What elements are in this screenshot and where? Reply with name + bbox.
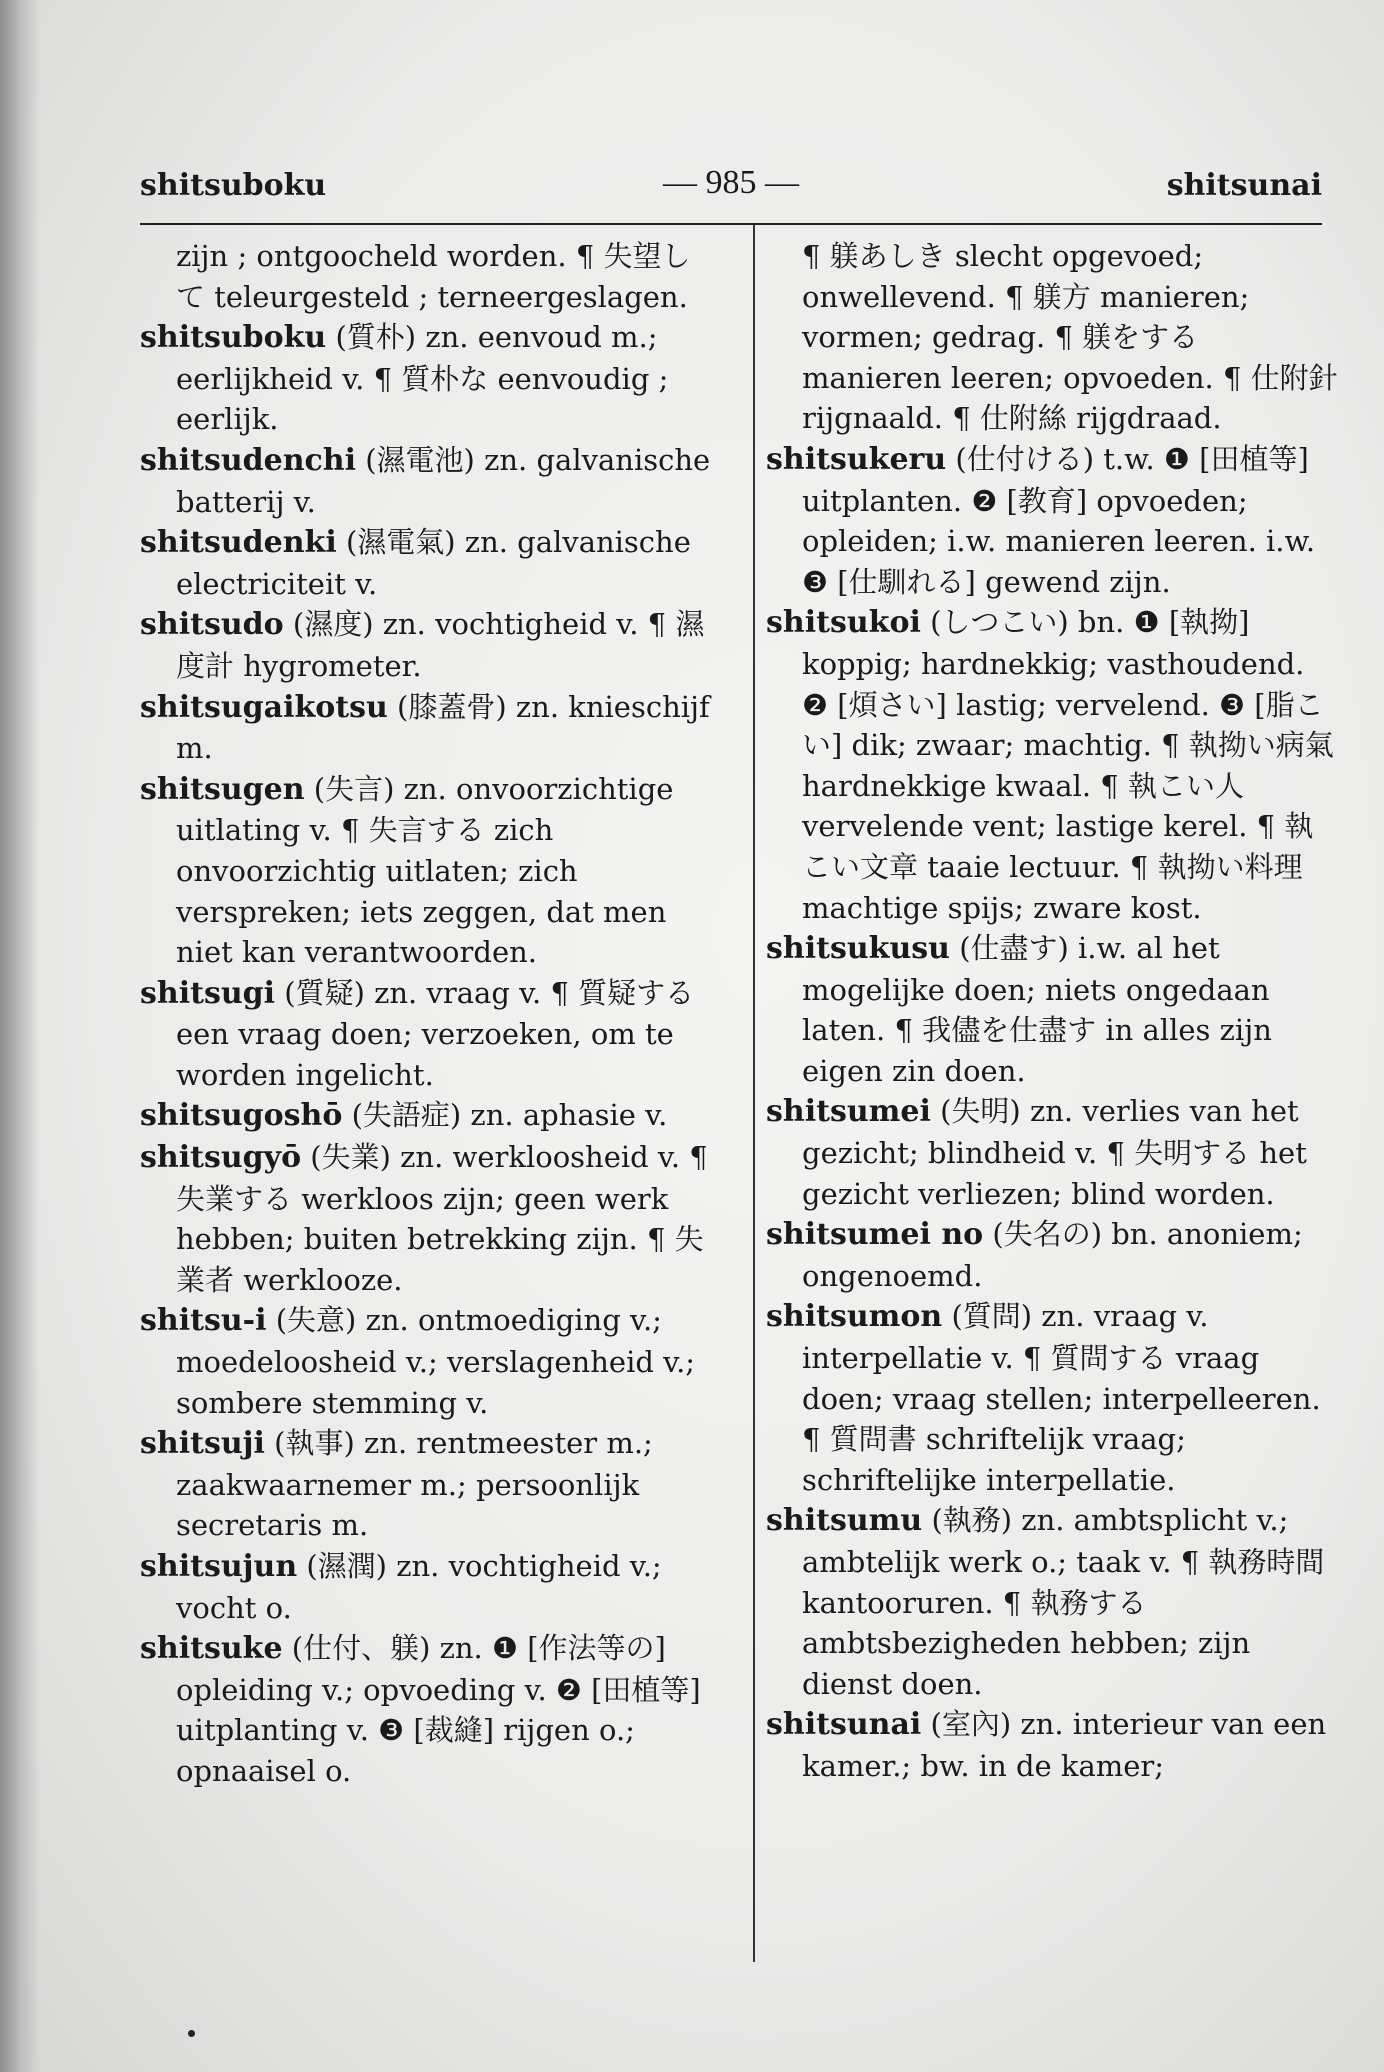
headword: shitsugen bbox=[140, 771, 305, 807]
column-divider bbox=[753, 225, 755, 1962]
right-guide-word: shitsunai bbox=[1166, 168, 1322, 203]
entry-text: (失語症) zn. aphasie v. bbox=[351, 1098, 668, 1133]
entry-text: ¶ 躾あしき slecht opgevoed; onwellevend. ¶ 躾方 manieren; vormen; gedrag. ¶ 躾をする manieren leeren; opvoeden. ¶ 仕附針 rijgnaald. ¶ 仕附絲 rijgdraad. bbox=[802, 239, 1338, 436]
dictionary-entry bbox=[140, 1300, 718, 1423]
headword: shitsukeru bbox=[766, 441, 947, 477]
dictionary-entry bbox=[140, 687, 718, 769]
dictionary-entry bbox=[766, 928, 1338, 1091]
entry-text: (室內) zn. interieur van een kamer.; bw. in de kamer; bbox=[802, 1707, 1327, 1783]
headword: shitsumon bbox=[766, 1299, 943, 1335]
entry-text: zijn ; ontgoocheld worden. ¶ 失望して teleurgesteld ; terneergeslagen. bbox=[176, 239, 691, 314]
headword: shitsudenki bbox=[140, 525, 337, 561]
headword: shitsugi bbox=[140, 975, 276, 1011]
headword: shitsumei bbox=[766, 1094, 931, 1130]
headword: shitsujun bbox=[140, 1549, 298, 1584]
dictionary-entry bbox=[766, 1214, 1338, 1296]
dictionary-entry bbox=[766, 1296, 1338, 1500]
headword: shitsumu bbox=[766, 1503, 923, 1539]
entry-text: (仕付ける) t.w. ❶ [田植等] uitplanten. ❷ [教育] opvoeden; opleiden; i.w. manieren leeren. i.w. ❸ [仕馴れる] gewend zijn. bbox=[802, 441, 1316, 599]
headword: shitsugyō bbox=[140, 1140, 302, 1176]
dictionary-entry bbox=[140, 522, 718, 604]
dictionary-entry bbox=[140, 604, 718, 686]
header-rule bbox=[140, 223, 1322, 225]
dictionary-entry bbox=[766, 1091, 1338, 1214]
binding-gutter bbox=[0, 0, 40, 2072]
dictionary-entry bbox=[766, 602, 1338, 928]
entry-text: (失業) zn. werkloosheid v. ¶ 失業する werkloos zijn; geen werk hebben; buiten betrekking zijn. ¶ 失業者 werklooze. bbox=[176, 1140, 708, 1297]
dictionary-entry bbox=[140, 1137, 718, 1300]
headword: shitsukoi bbox=[766, 605, 921, 641]
right-column bbox=[766, 236, 1338, 1787]
dictionary-entry bbox=[140, 1423, 718, 1546]
entry-text: (膝蓋骨) zn. knieschijf m. bbox=[176, 689, 710, 766]
continuation-entry bbox=[766, 236, 1338, 439]
headword: shitsudenchi bbox=[140, 442, 357, 478]
entry-text: (執務) zn. ambtsplicht v.; ambtelijk werk o.; taak v. ¶ 執務時間 kantooruren. ¶ 執務する ambtsbezigheden hebben; zijn dienst doen. bbox=[802, 1503, 1325, 1701]
headword: shitsuboku bbox=[140, 320, 327, 356]
headword: shitsukusu bbox=[766, 931, 950, 967]
entry-text: (失言) zn. onvoorzichtige uitlating v. ¶ 失言する zich onvoorzichtig uitlaten; zich verspreken; iets zeggen, dat men niet kan verantwoorden. bbox=[176, 771, 674, 970]
dictionary-entry bbox=[766, 439, 1338, 602]
dictionary-entry bbox=[140, 769, 718, 973]
headword: shitsuji bbox=[140, 1426, 265, 1462]
headword: shitsuke bbox=[140, 1631, 283, 1667]
page-header bbox=[140, 160, 1322, 210]
dictionary-entry bbox=[766, 1704, 1338, 1786]
entry-text: (執事) zn. rentmeester m.; zaakwaarnemer m.; persoonlijk secretaris m. bbox=[176, 1426, 653, 1543]
entry-text: (質問) zn. vraag v. interpellatie v. ¶ 質問する vraag doen; vraag stellen; interpelleeren. ¶ 質問書 schriftelijk vraag; schriftelijke interpellatie. bbox=[802, 1299, 1321, 1497]
entry-text: (濕潤) zn. vochtigheid v.; vocht o. bbox=[176, 1549, 662, 1625]
left-guide-word: shitsuboku bbox=[140, 168, 327, 203]
entry-text: (仕盡す) i.w. al het mogelijke doen; niets ongedaan laten. ¶ 我儘を仕盡す in alles zijn eigen zin doen. bbox=[802, 931, 1272, 1088]
entry-text: (質朴) zn. eenvoud m.; eerlijkheid v. ¶ 質朴な eenvoudig ; eerlijk. bbox=[176, 320, 669, 437]
headword: shitsugoshō bbox=[140, 1098, 343, 1134]
dictionary-entry bbox=[140, 1546, 718, 1628]
dictionary-entry bbox=[140, 1095, 718, 1137]
entry-text: (しつこい) bn. ❶ [執拗] koppig; hardnekkig; vasthoudend. ❷ [煩さい] lastig; vervelend. ❸ [脂こい] dik; zwaar; machtig. ¶ 執拗い病氣 hardnekkige kwaal. ¶ 執こい人 vervelende vent; lastige kerel. ¶ 執こい文章 taaie lectuur. ¶ 執拗い料理 machtige spijs; zware kost. bbox=[802, 605, 1334, 925]
headword: shitsu-i bbox=[140, 1303, 267, 1339]
dictionary-entry bbox=[766, 1500, 1338, 1704]
headword: shitsudo bbox=[140, 607, 284, 643]
entry-text: (濕電池) zn. galvanische batterij v. bbox=[176, 442, 711, 519]
left-column bbox=[140, 236, 718, 1792]
dictionary-entry bbox=[140, 317, 718, 440]
headword: shitsumei no bbox=[766, 1217, 984, 1253]
entry-text: (濕電氣) zn. galvanische electriciteit v. bbox=[176, 525, 691, 601]
entry-text: (失名の) bn. anoniem; ongenoemd. bbox=[802, 1217, 1303, 1293]
page-number: — 985 — bbox=[663, 164, 799, 201]
entry-text: (濕度) zn. vochtigheid v. ¶ 濕度計 hygrometer. bbox=[176, 607, 705, 683]
headword: shitsugaikotsu bbox=[140, 689, 388, 725]
dictionary-entry bbox=[140, 440, 718, 522]
dictionary-entry bbox=[140, 973, 718, 1096]
entry-text: (失意) zn. ontmoediging v.; moedeloosheid v.; verslagenheid v.; sombere stemming v. bbox=[176, 1303, 696, 1420]
dictionary-entry bbox=[140, 1628, 718, 1791]
continuation-entry bbox=[140, 236, 718, 317]
entry-text: (仕付、躾) zn. ❶ [作法等の] opleiding v.; opvoeding v. ❷ [田植等] uitplanting v. ❸ [裁縫] rijgen o.; opnaaisel o. bbox=[176, 1631, 701, 1788]
headword: shitsunai bbox=[766, 1707, 922, 1743]
entry-text: (失明) zn. verlies van het gezicht; blindheid v. ¶ 失明する het gezicht verliezen; blind worden. bbox=[802, 1094, 1307, 1211]
entry-text: (質疑) zn. vraag v. ¶ 質疑する een vraag doen; verzoeken, om te worden ingelicht. bbox=[176, 975, 695, 1092]
ink-speck bbox=[188, 2030, 195, 2037]
